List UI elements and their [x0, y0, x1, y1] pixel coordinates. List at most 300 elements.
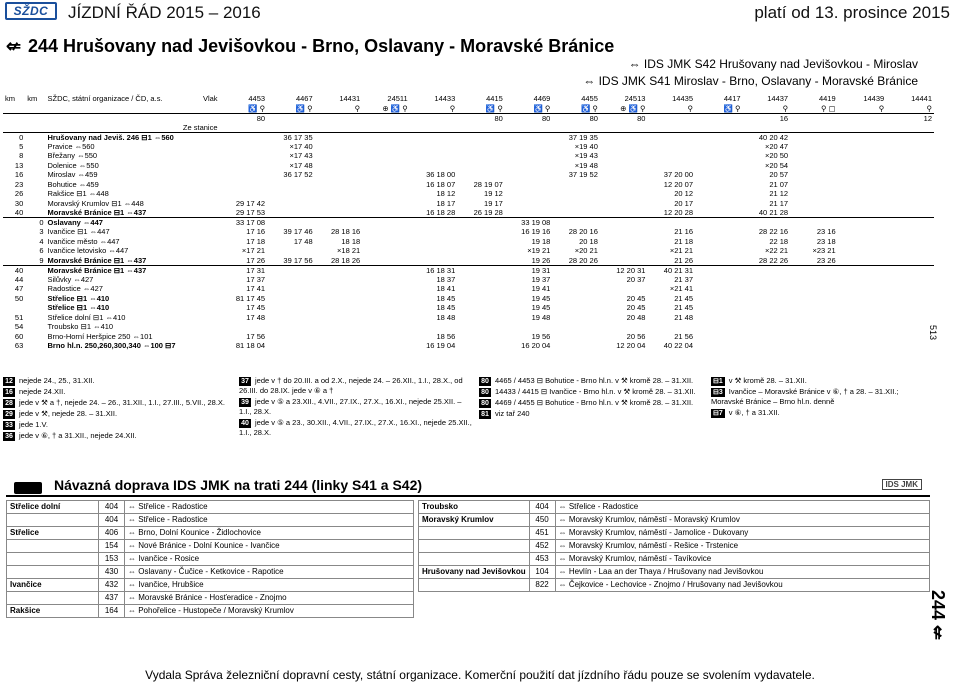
time-cell: [838, 275, 887, 285]
km-cell: 16: [14, 170, 24, 180]
time-cell: [267, 265, 315, 275]
time-cell: 17 37: [246, 274, 266, 284]
time-cell: 28 20 16: [568, 227, 598, 237]
time-cell: 18 18: [341, 236, 361, 246]
time-cell: [362, 227, 410, 237]
train-note-tag: 16: [743, 113, 791, 123]
time-cell: [362, 199, 410, 209]
time-cell: [838, 189, 887, 199]
time-cell: 19 45: [531, 303, 551, 313]
time-cell: [695, 256, 743, 266]
bus-place: [7, 592, 99, 605]
time-cell: 23 18: [816, 236, 836, 246]
time-cell: 18 48: [436, 312, 456, 322]
time-cell: [743, 303, 791, 313]
time-cell: [315, 313, 363, 323]
timetable-row: [3, 246, 934, 256]
time-cell: [886, 246, 934, 256]
time-cell: [647, 322, 695, 332]
time-cell: 16 20 04: [521, 341, 551, 351]
time-cell: [220, 151, 268, 161]
bus-place: [7, 540, 99, 553]
time-cell: [695, 246, 743, 256]
time-cell: [457, 151, 505, 161]
time-cell: [695, 332, 743, 342]
document-title: JÍZDNÍ ŘÁD 2015 – 2016: [68, 3, 261, 22]
note-text: jede v ⑤ a 23., 30.XII., 4.VII., 27.IX., 27.X., 16.XI., nejede 25.XII., 1.I., 28.X.: [239, 418, 472, 437]
time-cell: [695, 322, 743, 332]
time-cell: 36 18 00: [426, 170, 456, 180]
time-cell: [410, 151, 458, 161]
time-cell: 19 17: [484, 198, 503, 208]
time-cell: ×20 21: [574, 246, 598, 256]
time-cell: [600, 218, 648, 228]
bus-line-route: ⇔ Střelice - Radostice: [555, 501, 929, 514]
time-cell: [457, 256, 505, 266]
time-cell: 21 37: [674, 274, 693, 284]
time-cell: [552, 294, 600, 304]
timetable: [3, 94, 934, 351]
km-cell: 30: [14, 198, 24, 208]
time-cell: 19 26: [531, 255, 551, 265]
bus-line-number: 453: [529, 553, 555, 566]
ids-subtitle-s41: ⇔ IDS JMK S41 Miroslav - Brno, Oslavany - Moravské Bránice: [583, 74, 918, 88]
time-cell: 20 37: [626, 274, 646, 284]
km2-header: km: [27, 94, 38, 104]
time-cell: [743, 275, 791, 285]
timetable-row: [3, 151, 934, 161]
time-cell: [886, 189, 934, 199]
time-cell: [838, 294, 887, 304]
time-cell: [743, 265, 791, 275]
station-name: Břežany ⇔550: [47, 151, 98, 161]
time-cell: [695, 142, 743, 152]
bus-row: [419, 501, 930, 514]
train-icons: ⚲: [687, 103, 693, 113]
km-cell: 5: [19, 141, 24, 151]
time-cell: [410, 218, 458, 228]
timetable-row: [3, 284, 934, 294]
ids-jmk-logo: IDS JMK: [882, 479, 922, 490]
time-cell: [600, 170, 648, 180]
km2-cell: [25, 151, 45, 161]
note-item: [711, 387, 933, 407]
time-cell: [457, 170, 505, 180]
time-cell: 20 45: [626, 303, 646, 313]
time-cell: 21 17: [769, 198, 789, 208]
time-cell: 23 26: [816, 255, 836, 265]
train-note-tag: 80: [220, 113, 268, 123]
time-cell: [267, 294, 315, 304]
time-cell: [600, 151, 648, 161]
time-cell: [886, 294, 934, 304]
km-cell: [3, 237, 25, 247]
time-cell: 21 26: [674, 255, 693, 265]
time-cell: [743, 313, 791, 323]
time-cell: 16 18 28: [426, 208, 456, 217]
time-cell: [695, 294, 743, 304]
train-icons: ⚲: [449, 103, 456, 113]
time-cell: [886, 284, 934, 294]
time-cell: [695, 208, 743, 218]
time-cell: [315, 332, 363, 342]
timetable-row: [3, 265, 934, 275]
time-cell: [552, 189, 600, 199]
time-cell: [362, 170, 410, 180]
train-number: 14431: [339, 94, 361, 104]
time-cell: [505, 322, 553, 332]
time-cell: 29 17 42: [235, 198, 266, 208]
note-item: [479, 409, 704, 419]
time-cell: 37 19 52: [568, 170, 598, 180]
time-cell: [315, 142, 363, 152]
bus-place: Střelice dolní: [7, 501, 99, 514]
note-text: 14433 / 4415 ⊟ Ivančice - Brno hl.n. v ⚒ kromě 28. – 31.XII.: [495, 387, 696, 396]
note-text: jede v ⑥, † a 31.XII., nejede 24.XII.: [19, 431, 137, 440]
time-cell: [743, 341, 791, 351]
ids-subtitle-s42: ⇔ IDS JMK S42 Hrušovany nad Jevišovkou - Miroslav: [628, 57, 918, 71]
time-cell: 12 20 07: [663, 179, 693, 189]
time-cell: [600, 256, 648, 266]
train-number: 4415: [486, 94, 503, 104]
time-cell: [552, 322, 600, 332]
time-cell: 17 18: [246, 236, 266, 246]
time-cell: [552, 284, 600, 294]
time-cell: [457, 294, 505, 304]
train-note-tag: 80: [552, 113, 600, 123]
time-cell: [838, 161, 887, 171]
note-text: jede v ⑤ a 23.XII., 4.VII., 27.IX., 27.X., 16.XI., nejede 25.XII. – 1.I., 28.X.: [239, 397, 462, 416]
time-cell: [315, 132, 363, 142]
station-name: Dolenice ⇔550: [47, 160, 99, 170]
time-cell: [457, 275, 505, 285]
time-cell: [410, 142, 458, 152]
bus-row: [7, 553, 414, 566]
time-cell: 21 45: [674, 303, 693, 313]
train-number: 24513: [624, 94, 646, 104]
time-cell: [838, 132, 887, 142]
note-text: jede v ⚒ a †, nejede 24. – 26., 31.XII., 1.I., 27.III., 5.VII., 28.X.: [19, 398, 226, 407]
note-tag: ⊟7: [713, 410, 723, 417]
time-cell: 19 12: [484, 189, 503, 199]
note-item: [3, 409, 233, 419]
train-number: 14437: [767, 94, 789, 104]
time-cell: [457, 142, 505, 152]
time-cell: [743, 322, 791, 332]
station-name: Střelice ⊟1 ⇔410: [47, 303, 110, 313]
train-note-tag: [838, 113, 887, 123]
note-item: [3, 431, 233, 441]
time-cell: 37 19 35: [552, 132, 600, 142]
train-number: 14439: [863, 94, 885, 104]
time-cell: 19 18: [531, 236, 551, 246]
note-text: v ⑥, † a 31.XII.: [728, 408, 780, 417]
time-cell: ×18 21: [337, 246, 361, 256]
time-cell: [552, 275, 600, 285]
train-icons: ⊕ ♿ ⚲: [620, 103, 646, 113]
train-note-tag: 80: [457, 113, 505, 123]
time-cell: 12 20 31: [600, 265, 648, 275]
time-cell: [410, 246, 458, 256]
bus-line-route: ⇔ Brno, Dolní Kounice - Židlochovice: [125, 527, 414, 540]
time-cell: 23 16: [816, 227, 836, 237]
time-cell: [886, 142, 934, 152]
time-cell: ×20 50: [764, 151, 789, 161]
time-cell: [886, 208, 934, 218]
bus-place: [419, 527, 530, 540]
time-cell: [267, 208, 315, 218]
bus-line-route: ⇔ Ivančice - Rosice: [125, 553, 414, 566]
time-cell: 21 45: [674, 293, 693, 303]
note-item: [3, 376, 233, 386]
bus-row: [419, 566, 930, 579]
note-item: [3, 387, 233, 397]
bus-place: Hrušovany nad Jevišovkou: [419, 566, 530, 579]
bus-place: Moravský Krumlov: [419, 514, 530, 527]
bus-line-route: ⇔ Pohořelice - Hustopeče / Moravský Krumlov: [125, 605, 414, 618]
time-cell: [315, 284, 363, 294]
time-cell: [743, 294, 791, 304]
bus-row: [419, 514, 930, 527]
time-cell: 21 18: [674, 236, 693, 246]
time-cell: [647, 142, 695, 152]
station-name: Pravice ⇔560: [47, 141, 95, 151]
time-cell: [267, 189, 315, 199]
time-cell: 17 45: [246, 303, 266, 313]
note-tag: 36: [3, 432, 15, 441]
time-cell: [790, 132, 838, 142]
bus-table-left: [6, 500, 414, 618]
train-number: 4419: [818, 94, 836, 104]
time-cell: [886, 265, 934, 275]
km2-cell: [25, 189, 45, 199]
note-tag: 28: [3, 399, 15, 408]
time-cell: [552, 332, 600, 342]
note-tag: 33: [3, 421, 15, 430]
bus-place: Troubsko: [419, 501, 530, 514]
station-name: Miroslav ⇔459: [47, 170, 98, 180]
train-number: 14433: [434, 94, 456, 104]
station-name: Oslavany ⇔447: [45, 218, 219, 228]
time-cell: [362, 303, 410, 313]
km2-cell: [25, 142, 45, 152]
vlak-label: Vlak: [202, 94, 218, 104]
time-cell: [838, 218, 887, 228]
timetable-row: [3, 161, 934, 171]
time-cell: [552, 265, 600, 275]
time-cell: [362, 294, 410, 304]
time-cell: [315, 180, 363, 190]
time-cell: [505, 180, 553, 190]
km-cell: 13: [14, 160, 24, 170]
time-cell: [838, 246, 887, 256]
time-cell: [790, 303, 838, 313]
time-cell: 81 17 45: [235, 293, 266, 303]
note-tag: 81: [479, 410, 491, 419]
time-cell: [552, 208, 600, 218]
time-cell: [838, 313, 887, 323]
time-cell: [790, 161, 838, 171]
bus-line-number: 450: [529, 514, 555, 527]
time-cell: [838, 265, 887, 275]
timetable-row: [3, 189, 934, 199]
timetable-row: [3, 275, 934, 285]
time-cell: [362, 132, 410, 142]
time-cell: [362, 313, 410, 323]
time-cell: [220, 132, 268, 142]
time-cell: [600, 227, 648, 237]
note-item: [711, 376, 933, 386]
train-number: 4417: [723, 94, 741, 104]
km-cell: 40: [14, 208, 24, 217]
km-cell: [3, 227, 25, 237]
time-cell: [220, 189, 268, 199]
timetable-row: [3, 218, 934, 228]
time-cell: ×17 21: [241, 246, 266, 256]
train-icons-row: [3, 104, 934, 114]
time-cell: [505, 170, 553, 180]
time-cell: [838, 208, 887, 218]
note-tag: 80: [479, 377, 491, 386]
bus-line-route: ⇔ Střelice - Radostice: [125, 501, 414, 514]
time-cell: 16 18 31: [410, 265, 458, 275]
time-cell: [362, 322, 410, 332]
time-cell: [838, 227, 887, 237]
time-cell: [362, 142, 410, 152]
km-cell: 63: [14, 341, 24, 351]
time-cell: 18 17: [436, 198, 456, 208]
time-cell: 18 56: [436, 331, 456, 341]
time-cell: 20 45: [626, 293, 646, 303]
time-cell: [315, 303, 363, 313]
km2-cell: [25, 265, 45, 275]
bus-row: [7, 540, 414, 553]
time-cell: [315, 208, 363, 218]
time-cell: [886, 218, 934, 228]
note-tag: 80: [479, 399, 491, 408]
bus-place: Ivančice: [7, 579, 99, 592]
time-cell: ×20 54: [764, 160, 789, 170]
time-cell: 20 17: [674, 198, 693, 208]
time-cell: ×19 48: [574, 160, 598, 170]
bus-row: [419, 527, 930, 540]
train-icons: ♿ ⚲: [723, 103, 741, 113]
time-cell: 28 19 07: [473, 179, 503, 189]
time-cell: [886, 256, 934, 266]
bus-row: [419, 579, 930, 592]
time-cell: [505, 161, 553, 171]
bus-row: [7, 579, 414, 592]
time-cell: [600, 180, 648, 190]
train-number: 4453: [248, 94, 266, 104]
bus-place: [419, 579, 530, 592]
time-cell: [695, 199, 743, 209]
station-name: Silůvky ⇔427: [47, 274, 94, 284]
bus-line-route: ⇔ Střelice - Radostice: [125, 514, 414, 527]
time-cell: 19 56: [531, 331, 551, 341]
time-cell: [457, 237, 505, 247]
note-text: Ivančice – Moravské Bránice v ⑥, † a 28. – 31.XII.; Moravské Bránice – Brno hl.n. denně: [711, 387, 899, 406]
time-cell: 28 18 26: [330, 255, 361, 265]
time-cell: ×21 21: [669, 246, 693, 256]
time-cell: [695, 189, 743, 199]
time-cell: [267, 322, 315, 332]
time-cell: [505, 208, 553, 218]
note-item: [479, 387, 704, 397]
valid-from: platí od 13. prosince 2015: [754, 3, 950, 22]
note-item: [239, 397, 475, 417]
time-cell: 36 17 52: [283, 170, 313, 180]
time-cell: [552, 199, 600, 209]
bus-row: [7, 566, 414, 579]
time-cell: [600, 132, 648, 142]
bus-line-route: ⇔ Moravský Krumlov, náměstí - Rešice - Trstenice: [555, 540, 929, 553]
station-name: Moravské Bránice ⊟1 ⇔437: [45, 265, 219, 275]
time-cell: [600, 161, 648, 171]
km-cell: 60: [14, 331, 24, 341]
time-cell: 18 45: [436, 303, 456, 313]
time-cell: ×23 21: [812, 246, 836, 256]
station-name: Brno-Horní Heršpice 250 ⇔101: [47, 331, 153, 341]
km2-cell: [25, 275, 45, 285]
time-cell: [790, 275, 838, 285]
km2-cell: [25, 284, 45, 294]
time-cell: 20 18: [579, 236, 598, 246]
time-cell: 39 17 56: [283, 255, 313, 265]
bus-line-route: ⇔ Oslavany - Čučice - Ketkovice - Rapotice: [125, 566, 414, 579]
time-cell: [886, 303, 934, 313]
time-cell: [838, 142, 887, 152]
time-cell: [838, 332, 887, 342]
time-cell: 19 41: [531, 284, 551, 294]
time-cell: 19 37: [531, 274, 551, 284]
km-cell: 54: [14, 322, 24, 332]
km2-cell: [25, 180, 45, 190]
note-item: [239, 376, 475, 396]
operator-label: SŽDC, státní organizace / ČD, a.s.: [47, 94, 163, 104]
train-icons: ♿ ⚲: [295, 103, 313, 113]
km2-cell: [25, 332, 45, 342]
timetable-row: [3, 294, 934, 304]
timetable-row: [3, 332, 934, 342]
notes-col-1: [3, 376, 233, 442]
time-cell: [695, 265, 743, 275]
time-cell: [362, 265, 410, 275]
time-cell: 17 48: [246, 312, 266, 322]
bus-line-route: ⇔ Čejkovice - Lechovice - Znojmo / Hrušovany nad Jevišovkou: [555, 579, 929, 592]
time-cell: [600, 208, 648, 218]
time-cell: 18 41: [436, 284, 456, 294]
km2-cell: [25, 341, 45, 351]
notes-col-3: [479, 376, 704, 420]
time-cell: [220, 161, 268, 171]
note-item: [239, 418, 475, 438]
time-cell: 17 56: [246, 331, 266, 341]
bus-connections-title: Návazná doprava IDS JMK na trati 244 (linky S41 a S42): [54, 477, 423, 493]
time-cell: [790, 142, 838, 152]
time-cell: [695, 313, 743, 323]
bus-line-route: ⇔ Moravský Krumlov, náměstí - Moravský Krumlov: [555, 514, 929, 527]
km-cell: 8: [19, 151, 24, 161]
time-cell: [886, 227, 934, 237]
time-cell: [886, 275, 934, 285]
bus-line-number: 822: [529, 579, 555, 592]
szdc-logo: SŽDC: [5, 2, 57, 20]
station-name: Ivančice město ⇔447: [47, 236, 120, 246]
time-cell: [647, 132, 695, 142]
note-tag: 39: [239, 398, 251, 407]
timetable-row: [3, 208, 934, 218]
